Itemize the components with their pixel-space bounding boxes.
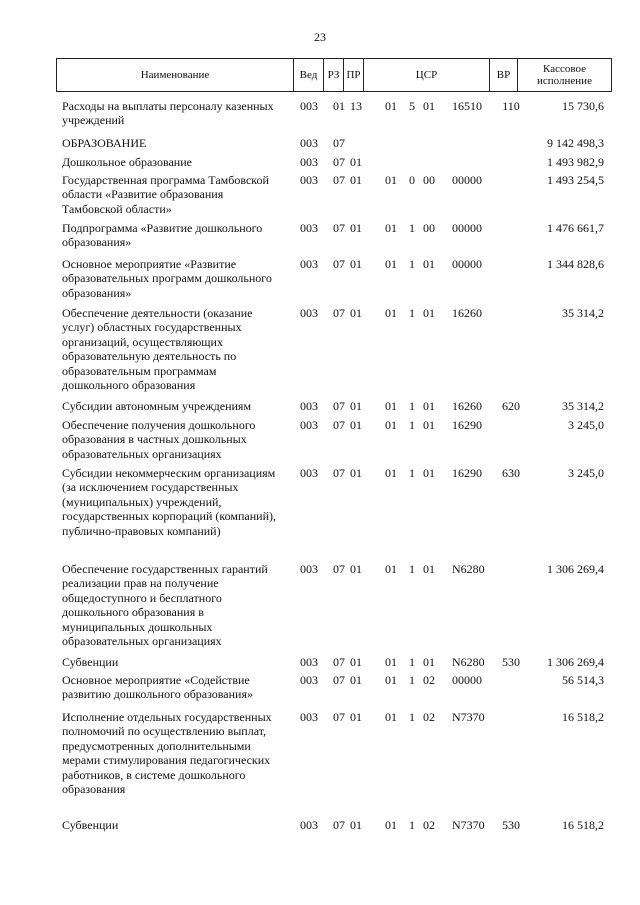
- cell-ved: 003: [300, 673, 318, 687]
- cell-kassa: 16 518,2: [562, 818, 604, 832]
- cell-pr: 01: [350, 673, 362, 687]
- cell-name: Основное мероприятие «Содействие развитию дошкольного образования»: [62, 673, 253, 702]
- cell-c4: N7370: [452, 818, 485, 832]
- cell-rz: 07: [333, 655, 345, 669]
- cell-pr: 01: [350, 155, 362, 169]
- cell-c3: 01: [423, 466, 435, 480]
- cell-c1: 01: [385, 673, 397, 687]
- cell-vr: 530: [502, 655, 520, 669]
- cell-pr: 01: [350, 221, 362, 235]
- cell-c2: 1: [409, 655, 415, 669]
- cell-c1: 01: [385, 221, 397, 235]
- cell-rz: 07: [333, 257, 345, 271]
- cell-ved: 003: [300, 655, 318, 669]
- cell-c4: N7370: [452, 710, 485, 724]
- cell-rz: 07: [333, 155, 345, 169]
- cell-c1: 01: [385, 99, 397, 113]
- cell-c2: 1: [409, 710, 415, 724]
- cell-name: Государственная программа Тамбовской области «Развитие образования Тамбовской области»: [62, 173, 269, 216]
- cell-c3: 00: [423, 173, 435, 187]
- cell-c3: 02: [423, 673, 435, 687]
- cell-c4: N6280: [452, 655, 485, 669]
- cell-c1: 01: [385, 562, 397, 576]
- cell-c4: 00000: [452, 257, 482, 271]
- cell-c4: 16260: [452, 399, 482, 413]
- cell-pr: 13: [350, 99, 362, 113]
- cell-kassa: 56 514,3: [562, 673, 604, 687]
- cell-c4: 16290: [452, 466, 482, 480]
- cell-c1: 01: [385, 173, 397, 187]
- cell-rz: 07: [333, 173, 345, 187]
- cell-rz: 07: [333, 306, 345, 320]
- cell-kassa: 1 306 269,4: [547, 655, 604, 669]
- header-csr: ЦСР: [364, 59, 490, 91]
- cell-c4: 00000: [452, 173, 482, 187]
- cell-name: Обеспечение получения дошкольного образования в частных дошкольных образовательных организациях: [62, 418, 256, 461]
- header-vr: ВР: [490, 59, 518, 91]
- cell-pr: 01: [350, 257, 362, 271]
- cell-c2: 1: [409, 418, 415, 432]
- cell-ved: 003: [300, 155, 318, 169]
- cell-pr: 01: [350, 818, 362, 832]
- cell-kassa: 1 493 982,9: [547, 155, 604, 169]
- cell-pr: 01: [350, 466, 362, 480]
- cell-c4: N6280: [452, 562, 485, 576]
- cell-c2: 1: [409, 818, 415, 832]
- header-pr: ПР: [344, 59, 364, 91]
- cell-vr: 530: [502, 818, 520, 832]
- cell-ved: 003: [300, 136, 318, 150]
- cell-c3: 01: [423, 418, 435, 432]
- cell-rz: 07: [333, 818, 345, 832]
- cell-ved: 003: [300, 418, 318, 432]
- cell-c3: 01: [423, 99, 435, 113]
- cell-c1: 01: [385, 306, 397, 320]
- cell-kassa: 16 518,2: [562, 710, 604, 724]
- cell-name: Обеспечение государственных гарантий реализации прав на получение общедоступного и бесплатного дошкольного образования в муниципальных дошкольных образовательных организациях: [62, 562, 268, 649]
- cell-name: Дошкольное образование: [62, 155, 192, 169]
- cell-c1: 01: [385, 418, 397, 432]
- cell-kassa: 1 476 661,7: [547, 221, 604, 235]
- cell-name: ОБРАЗОВАНИЕ: [62, 136, 147, 150]
- cell-c2: 5: [409, 99, 415, 113]
- cell-pr: 01: [350, 306, 362, 320]
- cell-c1: 01: [385, 466, 397, 480]
- cell-name: Обеспечение деятельности (оказание услуг) областных государственных организаций, осуществляющих образовательную деятельность по образовательным программам дошкольного образования: [62, 306, 253, 393]
- cell-c1: 01: [385, 257, 397, 271]
- cell-c2: 1: [409, 673, 415, 687]
- cell-c1: 01: [385, 710, 397, 724]
- cell-c3: 01: [423, 306, 435, 320]
- cell-name: Расходы на выплаты персоналу казенных учреждений: [62, 99, 274, 128]
- cell-ved: 003: [300, 818, 318, 832]
- cell-rz: 07: [333, 673, 345, 687]
- cell-kassa: 1 493 254,5: [547, 173, 604, 187]
- cell-c3: 02: [423, 710, 435, 724]
- cell-c2: 1: [409, 221, 415, 235]
- cell-ved: 003: [300, 562, 318, 576]
- cell-c4: 16510: [452, 99, 482, 113]
- cell-c4: 00000: [452, 221, 482, 235]
- cell-name: Субвенции: [62, 818, 119, 832]
- cell-name: Исполнение отдельных государственных полномочий по осуществлению выплат, предусмотренных дополнительными мерами стимулирования педагогических работников, в системе дошкольного образования: [62, 710, 272, 797]
- cell-ved: 003: [300, 399, 318, 413]
- cell-pr: 01: [350, 418, 362, 432]
- cell-pr: 01: [350, 710, 362, 724]
- cell-c4: 16260: [452, 306, 482, 320]
- cell-c3: 01: [423, 562, 435, 576]
- cell-c2: 1: [409, 257, 415, 271]
- cell-rz: 07: [333, 562, 345, 576]
- cell-ved: 003: [300, 710, 318, 724]
- header-kassa-line1: Кассовое: [543, 63, 586, 75]
- cell-rz: 07: [333, 136, 345, 150]
- cell-c3: 02: [423, 818, 435, 832]
- cell-c4: 00000: [452, 673, 482, 687]
- cell-kassa: 15 730,6: [562, 99, 604, 113]
- cell-vr: 620: [502, 399, 520, 413]
- cell-c1: 01: [385, 399, 397, 413]
- cell-c2: 1: [409, 562, 415, 576]
- cell-c3: 00: [423, 221, 435, 235]
- cell-c1: 01: [385, 655, 397, 669]
- cell-pr: 01: [350, 655, 362, 669]
- cell-rz: 07: [333, 710, 345, 724]
- cell-name: Подпрограмма «Развитие дошкольного образования»: [62, 221, 263, 250]
- cell-c2: 1: [409, 306, 415, 320]
- cell-ved: 003: [300, 306, 318, 320]
- cell-c3: 01: [423, 257, 435, 271]
- cell-name: Субсидии автономным учреждениям: [62, 399, 252, 413]
- cell-ved: 003: [300, 257, 318, 271]
- header-kassa-line2: исполнение: [537, 75, 592, 87]
- table-header: [56, 58, 612, 92]
- cell-kassa: 1 306 269,4: [547, 562, 604, 576]
- header-name: Наименование: [57, 59, 294, 91]
- cell-c3: 01: [423, 655, 435, 669]
- cell-name: Субвенции: [62, 655, 119, 669]
- cell-c1: 01: [385, 818, 397, 832]
- cell-ved: 003: [300, 466, 318, 480]
- cell-c2: 0: [409, 173, 415, 187]
- cell-ved: 003: [300, 99, 318, 113]
- header-ved: Вед: [294, 59, 324, 91]
- cell-kassa: 3 245,0: [568, 466, 604, 480]
- cell-kassa: 35 314,2: [562, 399, 604, 413]
- header-rz: РЗ: [324, 59, 344, 91]
- page-number: 23: [314, 30, 326, 44]
- cell-c2: 1: [409, 466, 415, 480]
- cell-kassa: 9 142 498,3: [547, 136, 604, 150]
- cell-ved: 003: [300, 221, 318, 235]
- cell-pr: 01: [350, 399, 362, 413]
- header-kassa: [518, 59, 611, 91]
- cell-c2: 1: [409, 399, 415, 413]
- cell-name: Основное мероприятие «Развитие образовательных программ дошкольного образования»: [62, 257, 272, 300]
- cell-pr: 01: [350, 173, 362, 187]
- cell-c3: 01: [423, 399, 435, 413]
- cell-vr: 110: [502, 99, 520, 113]
- cell-ved: 003: [300, 173, 318, 187]
- cell-c4: 16290: [452, 418, 482, 432]
- cell-kassa: 3 245,0: [568, 418, 604, 432]
- cell-rz: 07: [333, 418, 345, 432]
- cell-rz: 07: [333, 221, 345, 235]
- cell-kassa: 35 314,2: [562, 306, 604, 320]
- cell-rz: 01: [333, 99, 345, 113]
- cell-pr: 01: [350, 562, 362, 576]
- cell-vr: 630: [502, 466, 520, 480]
- cell-rz: 07: [333, 399, 345, 413]
- cell-rz: 07: [333, 466, 345, 480]
- cell-kassa: 1 344 828,6: [547, 257, 604, 271]
- cell-name: Субсидии некоммерческим организациям (за исключением государственных (муниципальных) учреждений, государственных корпораций (компаний), публично-правовых компаний): [62, 466, 276, 538]
